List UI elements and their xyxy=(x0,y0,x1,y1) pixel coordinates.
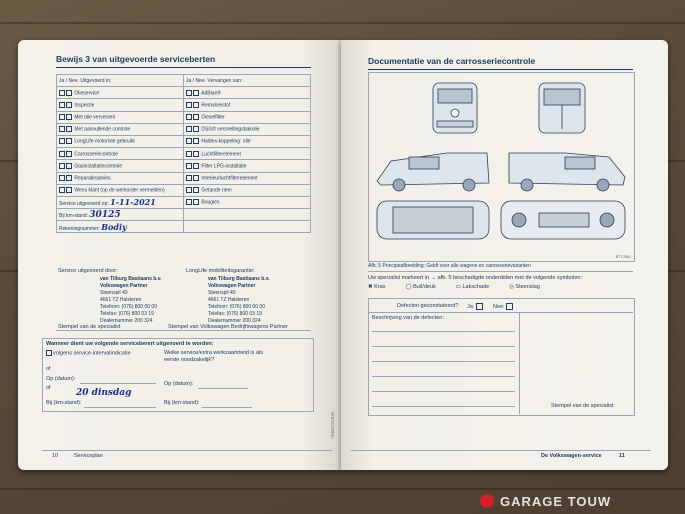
row-left: Carrosseriecontrole xyxy=(57,148,184,160)
vehicle-figure xyxy=(368,72,635,262)
side-code: 7E8012713UR xyxy=(330,412,335,439)
dealer-stamp-2: van Tilburg Bastiaans b.v. Volkswagen Partner Steenspil 40 4661 TZ Halsteren Telefoon: (076) 800 00 00 Telefax: (076) 800 03 19 Dealernummer 200 324 xyxy=(208,276,270,324)
bougies-cell: Bougies xyxy=(184,196,311,208)
row-left: Reparatieadvies xyxy=(57,172,184,184)
row-right: Interieurluchtfilterelement xyxy=(184,172,311,184)
row-right: Dieselfilter xyxy=(184,111,311,123)
left-page xyxy=(18,40,341,470)
figure-caption: Afb. 5 Principeafbeelding: Geldt voor alle wagens en carrosserievarianten xyxy=(368,263,531,269)
symbol-dent: ◯ Buil/deuk xyxy=(405,284,436,290)
left-section-name: Serviceplan xyxy=(74,453,103,459)
row-left: Olieservice xyxy=(57,87,184,99)
symbol-stone: ◎ Steenslag xyxy=(509,284,540,290)
next-km-label: Bij (km-stand): xyxy=(46,400,82,406)
left-page-title: Bewijs 3 van uitgevoerde serviceberten xyxy=(56,54,216,64)
col-header-left: Ja / Nee. Uitgevoerd in: xyxy=(57,75,184,87)
row-left: Met olie verversen xyxy=(57,111,184,123)
right-page-title: Documentatie van de carrosseriecontrole xyxy=(368,56,536,66)
symbol-paint: ▭ Lakschade xyxy=(455,284,490,290)
invoice-cell: Rekeningnummer: Bodiy xyxy=(57,221,184,233)
longlife-label: LongLife mobiliteitsgarantie: xyxy=(186,268,255,274)
watermark-text: GARAGE TOUW xyxy=(500,494,612,509)
stamp-left-label: Stempel van de specialist xyxy=(58,324,121,330)
yes-label: Ja: xyxy=(467,303,484,310)
col-header-right: Ja / Nee. Vervangen van: xyxy=(184,75,311,87)
of-1: of xyxy=(46,366,51,372)
next-service-handwritten: 20 dinsdag xyxy=(76,388,132,398)
row-right: AdBlue® xyxy=(184,87,311,99)
next-km-label-2: Bij (km-stand): xyxy=(164,400,200,406)
next-service-title: Wanneer dient uw volgende serviceberert uitgevoerd te worden: xyxy=(46,341,214,347)
right-page xyxy=(341,40,668,470)
service-date-value: 1-11-2021 xyxy=(110,197,156,208)
instruction-text: Uw specialist markeert in → afb. 5 beschadigde onderdelen met de volgende symbolen: xyxy=(368,275,583,281)
row-left: LongLife motorolie gebruikt xyxy=(57,135,184,147)
symbol-legend xyxy=(368,284,633,290)
row-left: Gasinstallatiecontrole xyxy=(57,160,184,172)
row-right: DSG® versnellingsbakolie xyxy=(184,123,311,135)
dealer-stamp-1: van Tilburg Bastiaans b.v. Volkswagen Partner Steenspil 40 4661 TZ Halsteren Telefoon: (076) 800 00 00 Telefax: (076) 800 03 19 Dealernummer 200 324 xyxy=(100,276,162,324)
service-table xyxy=(56,74,311,233)
garage-logo-icon xyxy=(480,494,494,508)
figure-code: BTT-2581 xyxy=(615,255,631,259)
row-right: Luchtfilterelement xyxy=(184,148,311,160)
left-page-number: 10 xyxy=(52,453,59,459)
no-label: Nee: xyxy=(493,303,514,310)
row-right: Filter LPG-installatie xyxy=(184,160,311,172)
km-cell: Bij km-stand: 30125 xyxy=(57,209,184,221)
right-footer-title: De Volkswagen-service xyxy=(541,453,602,459)
next-interval: volgens service-intervalindicatie xyxy=(46,350,131,356)
symbol-scratch: ✖ Kras xyxy=(368,284,386,290)
booklet xyxy=(18,40,668,470)
stamp-right-label: Stempel van Volkswagen Bedrijfswagens Partner xyxy=(168,324,288,330)
row-right: Remvloeistof xyxy=(184,99,311,111)
van-diagram-icon xyxy=(369,73,634,261)
on-date-label-2: Op (datum): xyxy=(164,381,194,387)
invoice-value: Bodiy xyxy=(101,221,127,232)
km-value: 30125 xyxy=(89,209,121,220)
on-date-label: Op (datum): xyxy=(46,376,76,382)
specialist-stamp-label: Stempel van de specialist xyxy=(551,403,614,409)
defects-description-label: Beschrijving van de defecten: xyxy=(372,315,444,321)
row-left: Met aanvullende controle xyxy=(57,123,184,135)
service-date-cell: Service uitgevoerd op: 1-11-2021 xyxy=(57,196,184,208)
row-left: Wens klant (op de werkorder vermelden) xyxy=(57,184,184,196)
service-by-label: Service uitgevoerd door: xyxy=(58,268,118,274)
defects-found-label: Defecten geconstateerd? xyxy=(397,303,459,309)
row-left: Inspectie xyxy=(57,99,184,111)
of-2: of xyxy=(46,385,51,391)
row-right: Haldex-koppeling: olie xyxy=(184,135,311,147)
next-extra: Welke service/extra werkzaamheid is als eerste noodzakelijk? xyxy=(164,350,263,363)
right-page-number: 11 xyxy=(619,453,625,459)
row-right: Getande riem xyxy=(184,184,311,196)
